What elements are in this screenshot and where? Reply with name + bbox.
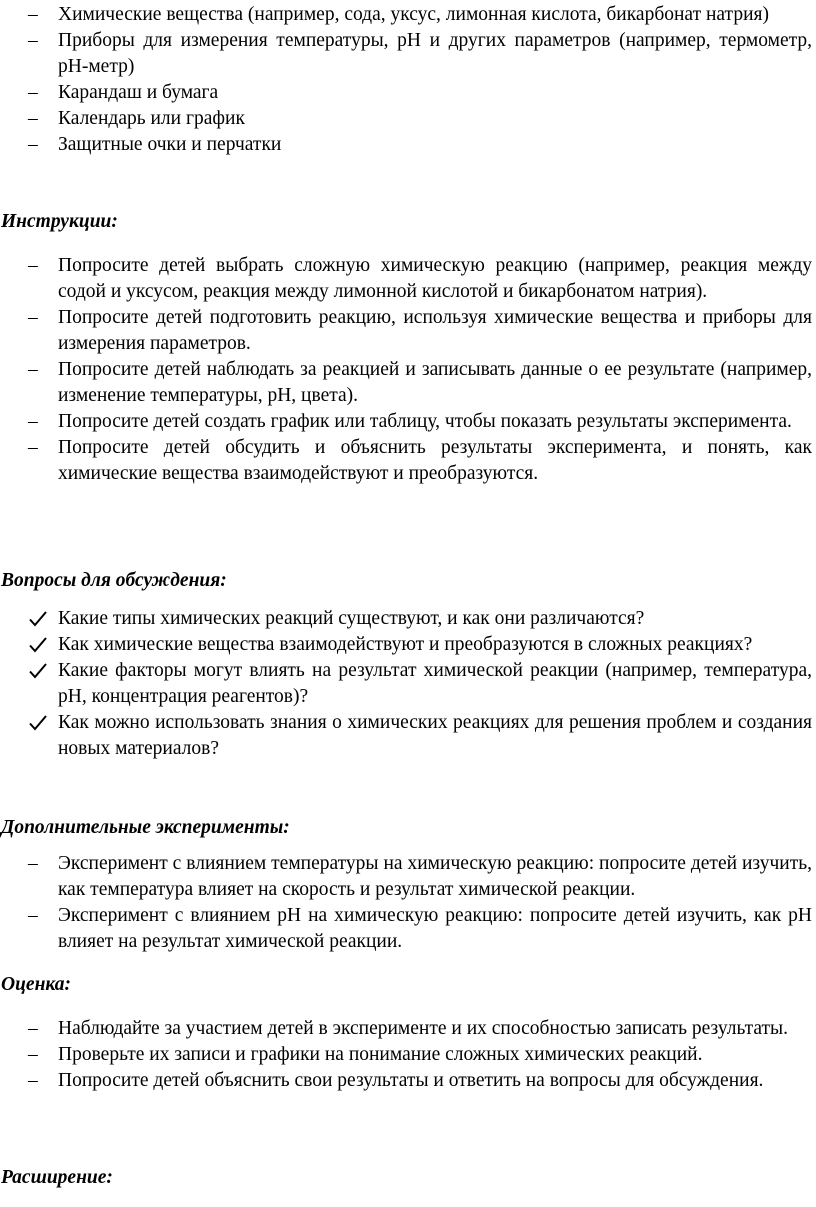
list-item xyxy=(4,305,812,357)
list-item xyxy=(4,28,812,80)
list-item-text: Как можно использовать знания о химических реакциях для решения проблем и создания новых материалов? xyxy=(58,712,812,759)
dash-marker: – xyxy=(28,1044,38,1065)
list-item xyxy=(4,658,812,710)
list-item-text: Как химические вещества взаимодействуют и преобразуются в сложных реакциях? xyxy=(58,634,753,655)
list-item xyxy=(4,1016,812,1042)
evaluation-list xyxy=(4,1016,812,1094)
instructions-heading: Инструкции: xyxy=(1,211,118,232)
list-item xyxy=(4,1068,812,1094)
list-item-text: Эксперимент с влиянием pH на химическую реакцию: попросите детей изучить, как pH влияет на результат химической реакции. xyxy=(58,905,812,952)
list-item-text: Химические вещества (например, сода, уксус, лимонная кислота, бикарбонат натрия) xyxy=(58,4,769,25)
dash-marker: – xyxy=(28,255,38,276)
list-item-text: Попросите детей выбрать сложную химическую реакцию (например, реакция между содой и уксусом, реакция между лимонной кислотой и бикарбонатом натрия). xyxy=(58,255,812,302)
dash-marker: – xyxy=(28,411,38,432)
list-item xyxy=(4,903,812,955)
list-item xyxy=(4,1042,812,1068)
checkmark-icon xyxy=(28,661,48,681)
additional-experiments-heading: Дополнительные эксперименты: xyxy=(1,817,290,838)
dash-marker: – xyxy=(28,437,38,458)
list-item-text: Календарь или график xyxy=(58,108,245,129)
list-item-text: Эксперимент с влиянием температуры на химическую реакцию: попросите детей изучить, как температура влияет на скорость и результат химической реакции. xyxy=(58,853,812,900)
list-item-text: Попросите детей создать график или таблицу, чтобы показать результаты эксперимента. xyxy=(58,411,792,432)
list-item xyxy=(4,710,812,762)
instructions-list xyxy=(4,253,812,487)
dash-marker: – xyxy=(28,1018,38,1039)
list-item xyxy=(4,357,812,409)
dash-marker: – xyxy=(28,82,38,103)
dash-marker: – xyxy=(28,307,38,328)
list-item xyxy=(4,106,812,132)
list-item xyxy=(4,80,812,106)
dash-marker: – xyxy=(28,30,38,51)
questions-heading: Вопросы для обсуждения: xyxy=(1,570,227,591)
list-item-text: Наблюдайте за участием детей в эксперименте и их способностью записать результаты. xyxy=(58,1018,789,1039)
list-item-text: Попросите детей объяснить свои результаты и ответить на вопросы для обсуждения. xyxy=(58,1070,764,1091)
list-item-text: Какие типы химических реакций существуют, и как они различаются? xyxy=(58,608,645,629)
list-item xyxy=(4,632,812,658)
list-item xyxy=(4,253,812,305)
list-item-text: Защитные очки и перчатки xyxy=(58,134,282,155)
checkmark-icon xyxy=(28,713,48,733)
list-item xyxy=(4,851,812,903)
list-item xyxy=(4,435,812,487)
additional-experiments-list xyxy=(4,851,812,955)
list-item-text: Попросите детей подготовить реакцию, используя химические вещества и приборы для измерения параметров. xyxy=(58,307,812,354)
list-item-text: Приборы для измерения температуры, pH и других параметров (например, термометр, pH-метр) xyxy=(58,30,812,77)
dash-marker: – xyxy=(28,4,38,25)
dash-marker: – xyxy=(28,108,38,129)
list-item xyxy=(4,409,812,435)
dash-marker: – xyxy=(28,853,38,874)
dash-marker: – xyxy=(28,359,38,380)
list-item-text: Попросите детей обсудить и объяснить результаты эксперимента, и понять, как химические вещества взаимодействуют и преобразуются. xyxy=(58,437,812,484)
checkmark-icon xyxy=(28,635,48,655)
list-item-text: Какие факторы могут влиять на результат химической реакции (например, температура, pH, концентрация реагентов)? xyxy=(58,660,812,707)
evaluation-heading: Оценка: xyxy=(1,974,72,995)
dash-marker: – xyxy=(28,1070,38,1091)
list-item xyxy=(4,2,812,28)
extension-heading: Расширение: xyxy=(1,1167,113,1188)
dash-marker: – xyxy=(28,134,38,155)
list-item-text: Карандаш и бумага xyxy=(58,82,219,103)
list-item xyxy=(4,132,812,158)
list-item-text: Проверьте их записи и графики на понимание сложных химических реакций. xyxy=(58,1044,703,1065)
list-item-text: Попросите детей наблюдать за реакцией и записывать данные о ее результате (например, изменение температуры, pH, цвета). xyxy=(58,359,812,406)
list-item xyxy=(4,606,812,632)
dash-marker: – xyxy=(28,905,38,926)
checkmark-icon xyxy=(28,609,48,629)
questions-list xyxy=(4,606,812,762)
materials-list xyxy=(4,2,812,158)
